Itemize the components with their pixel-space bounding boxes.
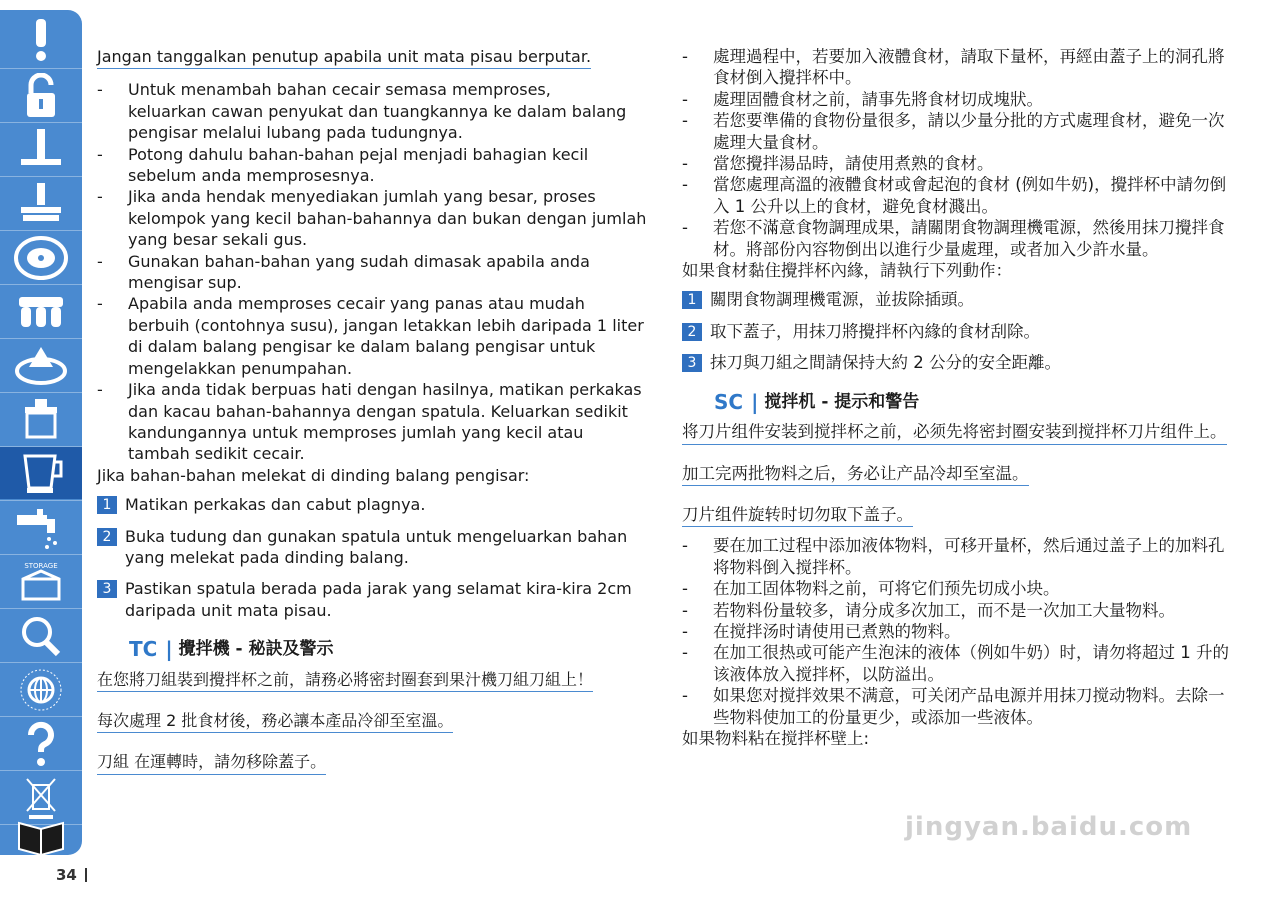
watermark: jingyan.baidu.com bbox=[905, 812, 1193, 842]
list-item: - 若您要準備的食物份量很多，請以少量分批的方式處理食材，避免一次處理大量食材。 bbox=[682, 111, 1225, 152]
list-item: - 當您處理高溫的液體食材或會起泡的食材 (例如牛奶)，攪拌杯中請勿倒入 1 公升以上的食材，避免食材濺出。 bbox=[682, 175, 1227, 216]
list-item: - 要在加工过程中添加液体物料，可移开量杯，然后通过盖子上的加料孔将物料倒入搅拌杯。 bbox=[682, 536, 1225, 577]
ms-bullet-list bbox=[97, 79, 647, 464]
sc-section-heading: SC | 搅拌机 - 提示和警告 bbox=[714, 389, 920, 414]
warning-icon[interactable] bbox=[6, 14, 76, 66]
left-column bbox=[97, 46, 647, 793]
step-item: 2 取下蓋子，用抹刀將攪拌杯內緣的食材刮除。 bbox=[682, 321, 1232, 342]
storage-label: STORAGE bbox=[24, 562, 58, 570]
manual-icon[interactable] bbox=[6, 808, 76, 860]
chopper-icon[interactable] bbox=[6, 394, 76, 446]
disc-icon[interactable] bbox=[6, 232, 76, 284]
list-item: - 處理過程中，若要加入液體食材，請取下量杯，再經由蓋子上的洞孔將食材倒入攪拌杯中。 bbox=[682, 47, 1225, 88]
tc-warning: 在您將刀組裝到攪拌杯之前，請務必將密封圈套到果汁機刀組刀組上！ bbox=[97, 669, 593, 692]
tc-stuck-intro: 如果食材黏住攪拌杯內緣，請執行下列動作： bbox=[682, 261, 1012, 281]
blender-icon[interactable] bbox=[0, 447, 82, 499]
list-item: - 在加工固体物料之前，可将它们预先切成小块。 bbox=[682, 579, 1060, 599]
sc-stuck-intro: 如果物料粘在搅拌杯壁上: bbox=[682, 728, 870, 748]
step-item: 3 抹刀與刀組之間請保持大約 2 公分的安全距離。 bbox=[682, 352, 1232, 373]
question-icon[interactable] bbox=[6, 718, 76, 770]
page-number: 34 bbox=[56, 866, 87, 884]
kneading-icon[interactable] bbox=[6, 178, 76, 230]
step-item: 3 Pastikan spatula berada pada jarak yang selamat kira-kira 2cm daripada unit mata pisau. bbox=[97, 578, 647, 621]
worldwide-guarantee-icon[interactable] bbox=[6, 664, 76, 716]
step-item: 1 關閉食物調理機電源，並拔除插頭。 bbox=[682, 289, 1232, 310]
lock-icon[interactable] bbox=[6, 70, 76, 122]
list-item: - 如果您对搅拌效果不满意，可关闭产品电源并用抹刀搅动物料。去除一些物料使加工的份量更少，或添加一些液体。 bbox=[682, 686, 1225, 727]
tap-icon[interactable] bbox=[6, 502, 76, 554]
list-item: - Jika anda tidak berpuas hati dengan hasilnya, matikan perkakas dan kacau bahan-bahannya dengan spatula. Keluarkan sedikit kandungannya untuk memproses jumlah yang kecil atau tambah sedikit cecair. bbox=[97, 380, 642, 464]
list-item: - 若物料份量较多，请分成多次加工，而不是一次加工大量物料。 bbox=[682, 600, 1175, 620]
list-item: - 在加工很热或可能产生泡沫的液体（例如牛奶）时，请勿将超过 1 升的该液体放入搅拌杯，以防溢出。 bbox=[682, 643, 1229, 684]
tc-warning: 刀組 在運轉時，請勿移除蓋子。 bbox=[97, 751, 326, 774]
mill-icon[interactable] bbox=[6, 286, 76, 338]
blade-icon[interactable] bbox=[6, 124, 76, 176]
list-item: - 在搅拌汤时请使用已煮熟的物料。 bbox=[682, 621, 961, 641]
ms-warning: Jangan tanggalkan penutup apabila unit mata pisau berputar. bbox=[97, 46, 591, 69]
list-item: - Potong dahulu bahan-bahan pejal menjadi bahagian kecil sebelum anda memprosesnya. bbox=[97, 144, 589, 186]
search-icon[interactable] bbox=[6, 610, 76, 662]
right-column bbox=[682, 46, 1232, 749]
list-item: - Untuk menambah bahan cecair semasa memproses, keluarkan cawan penyukat dan tuangkannya ke dalam balang pengisar melalui lubang pada tudungnya. bbox=[97, 80, 627, 143]
step-item: 2 Buka tudung dan gunakan spatula untuk mengeluarkan bahan yang melekat pada dinding balang. bbox=[97, 526, 647, 569]
list-item: - 當您攪拌湯品時，請使用煮熟的食材。 bbox=[682, 154, 994, 174]
sc-warning: 刀片组件旋转时切勿取下盖子。 bbox=[682, 504, 913, 527]
juicer-icon[interactable] bbox=[6, 340, 76, 392]
tc-bullet-list bbox=[682, 46, 1232, 260]
tc-warning: 每次處理 2 批食材後，務必讓本產品冷卻至室溫。 bbox=[97, 710, 453, 733]
storage-icon[interactable] bbox=[6, 556, 76, 608]
list-item: - Apabila anda memproses cecair yang panas atau mudah berbuih (contohnya susu), jangan letakkan lebih daripada 1 liter di dalam balang pengisar ke dalam balang pengisar untuk mengelakkan penumpahan. bbox=[97, 294, 644, 378]
ms-stuck-intro: Jika bahan-bahan melekat di dinding balang pengisar: bbox=[97, 465, 530, 485]
tc-section-heading: TC | 攪拌機 - 秘訣及警示 bbox=[129, 637, 334, 662]
sc-warning: 加工完两批物料之后，务必让产品冷却至室温。 bbox=[682, 463, 1029, 486]
sc-warning: 将刀片组件安装到搅拌杯之前，必须先将密封圈安装到搅拌杯刀片组件上。 bbox=[682, 421, 1227, 444]
list-item: - Gunakan bahan-bahan yang sudah dimasak apabila anda mengisar sup. bbox=[97, 251, 590, 293]
list-item: - Jika anda hendak menyediakan jumlah yang besar, proses kelompok yang kecil bahan-bahannya dan bukan dengan jumlah yang besar sekali gus. bbox=[97, 187, 647, 250]
list-item: - 處理固體食材之前，請事先將食材切成塊狀。 bbox=[682, 89, 1043, 109]
sc-bullet-list bbox=[682, 535, 1232, 728]
step-item: 1 Matikan perkakas dan cabut plagnya. bbox=[97, 494, 647, 515]
icon-sidebar bbox=[0, 10, 82, 855]
list-item: - 若您不滿意食物調理成果，請關閉食物調理機電源，然後用抹刀攪拌食材。將部份內容物倒出以進行少量處理，或者加入少許水量。 bbox=[682, 218, 1225, 259]
